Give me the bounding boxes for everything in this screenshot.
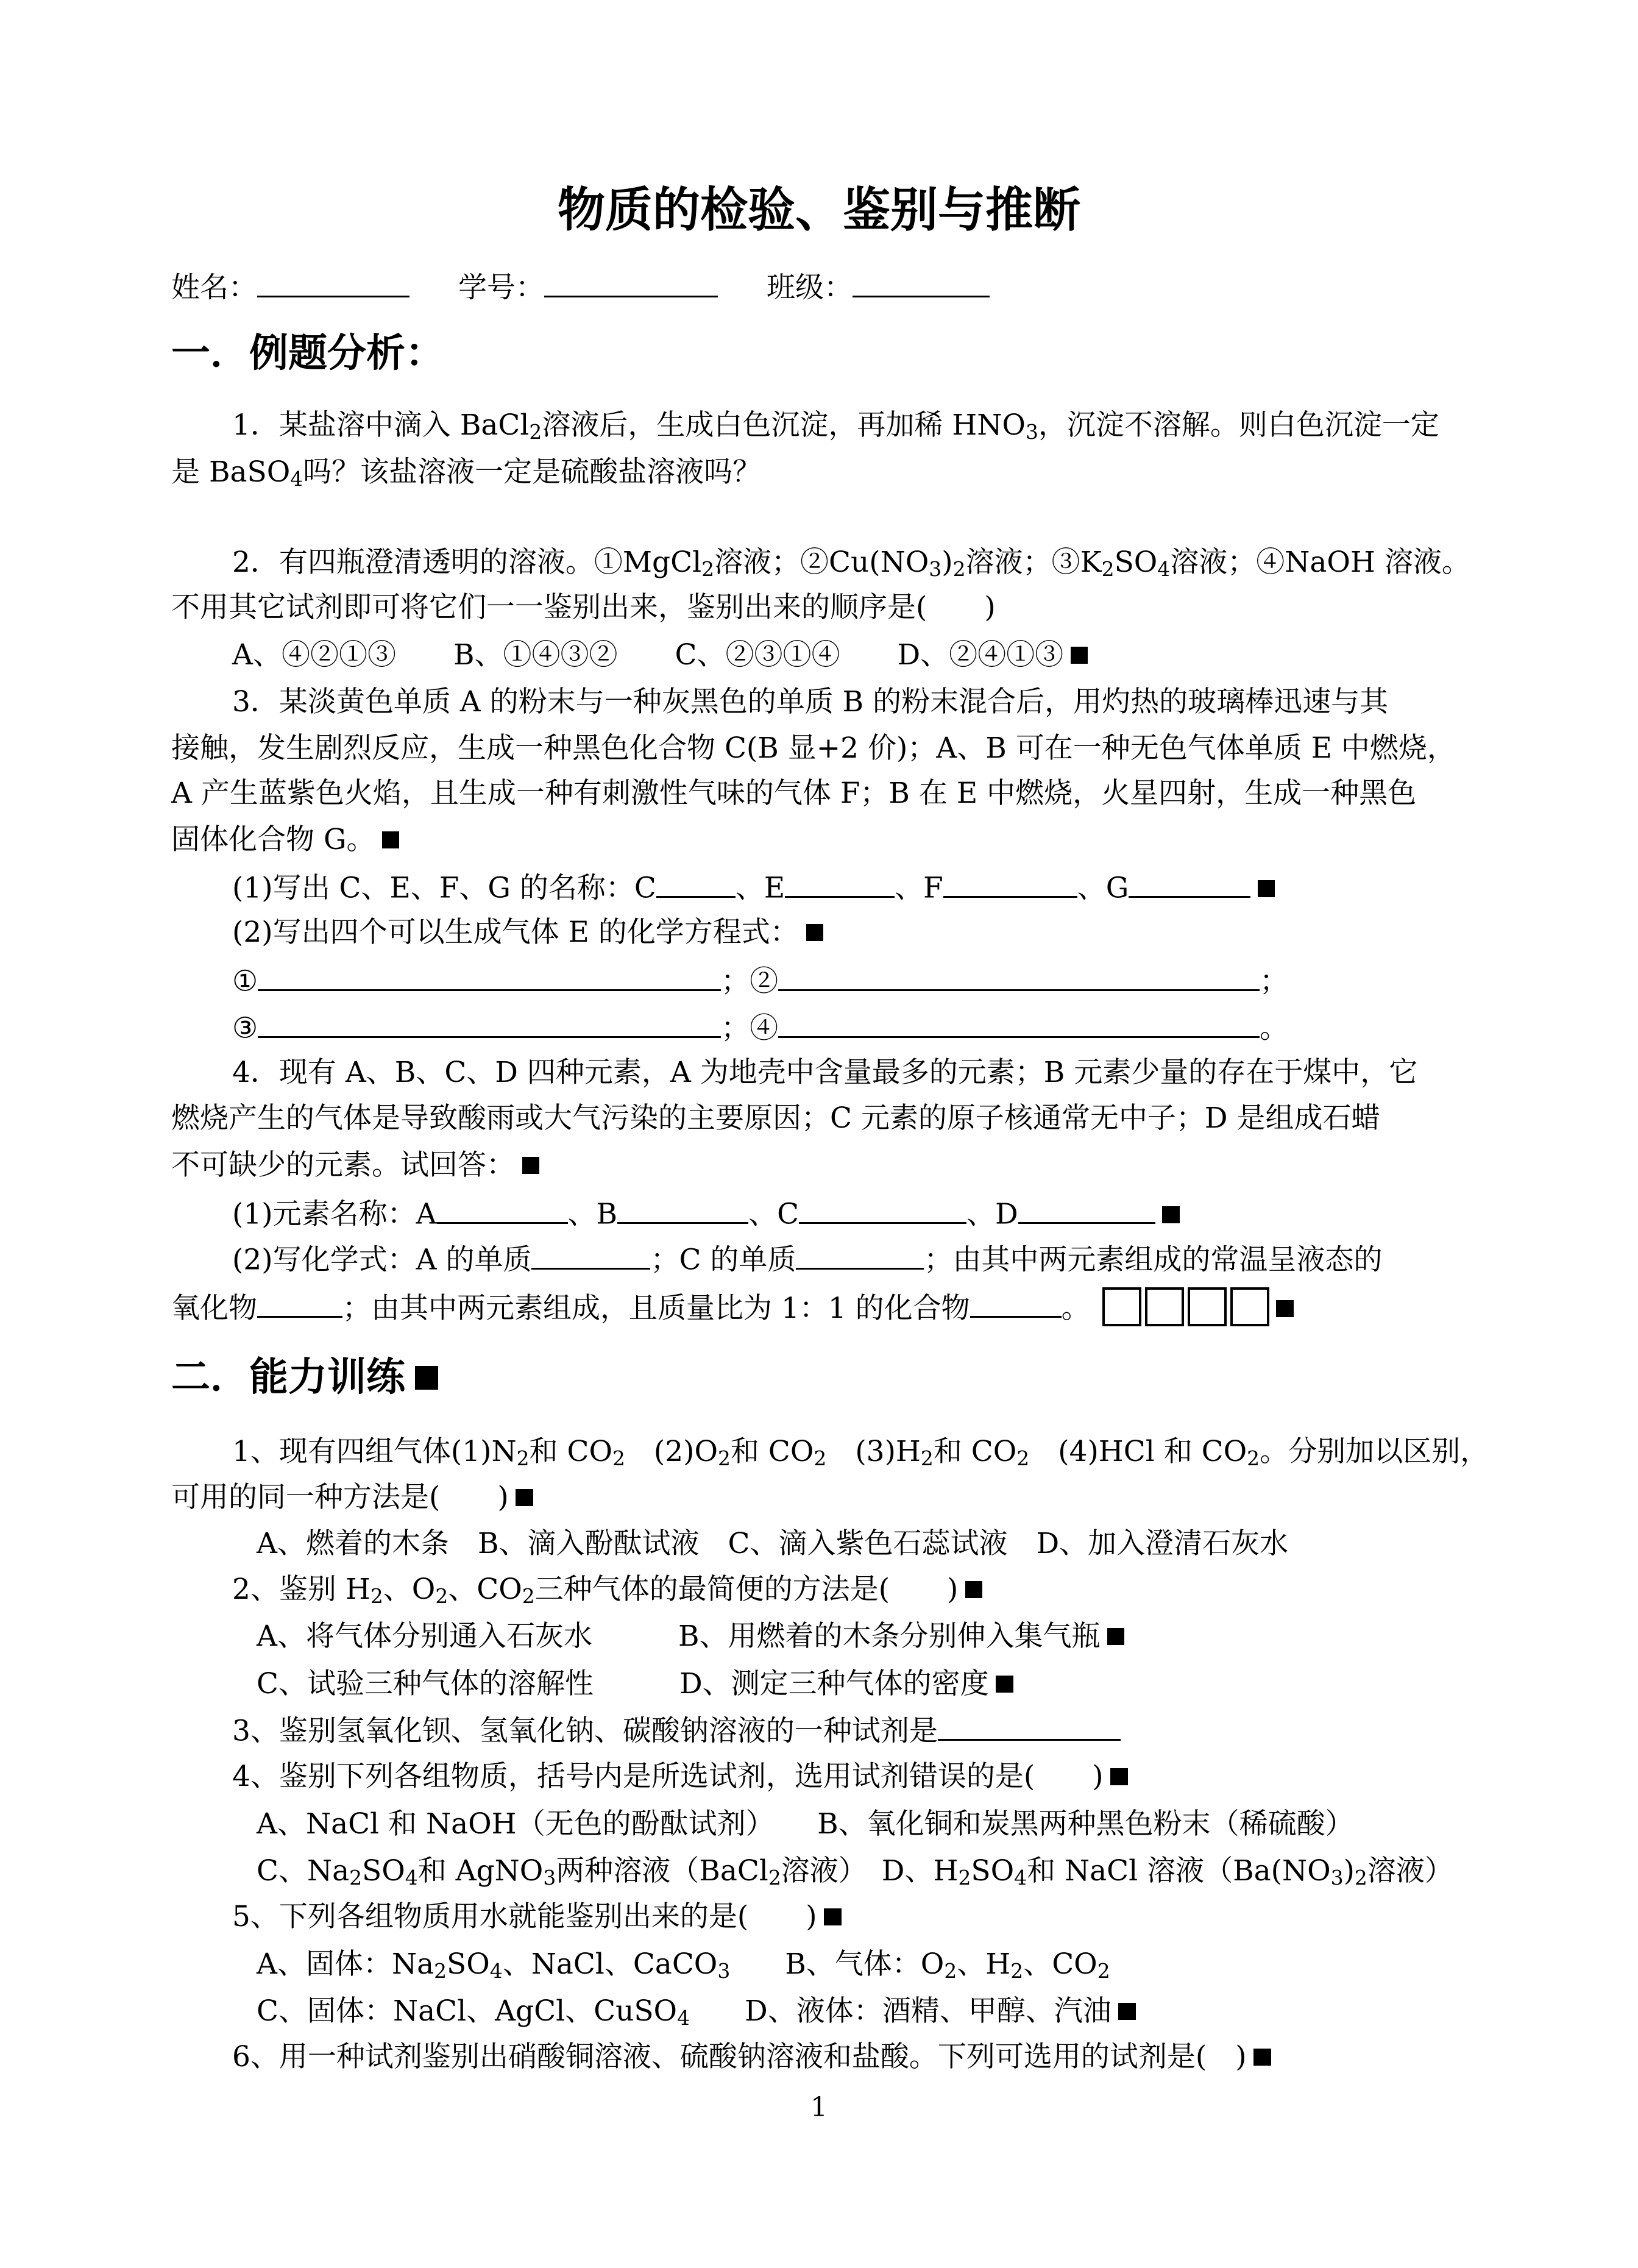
square-marker-icon	[1258, 880, 1275, 897]
square-marker-icon	[1118, 2003, 1135, 2020]
square-marker-icon	[965, 1581, 982, 1598]
example-4-question-1: (1)元素名称：A 、B 、C 、D	[171, 1195, 1483, 1233]
answer-blank-e[interactable]	[785, 869, 895, 898]
example-4-line-1: 4．现有 A、B、C、D 四种元素，A 为地壳中含量最多的元素；B 元素少量的存在于煤中，它	[232, 1056, 1418, 1089]
practice-4-options-cd: C、$Na_2SO_4$和 AgNO$_3$两种溶液（BaCl$_2$溶液） D、$H_2SO_4$和 NaCl 溶液（$Ba(NO_3)_2$溶液）	[257, 1854, 1453, 1890]
example-3-question-1: (1)写出 C、E、F、G 的名称：C 、E 、F 、G	[171, 869, 1483, 907]
square-marker-icon	[1107, 1628, 1124, 1645]
student-id-label: 学号：	[458, 271, 544, 305]
practice-1-line-1: 1、现有四组气体$(1)N_2$和 $CO_2$ $(2)O_2$和 $CO_2$ $(3)H_2$和 $CO_2$ (4)HCl 和 $CO_2$。分别加以区别，	[232, 1435, 1489, 1471]
answer-blank-f[interactable]	[943, 869, 1077, 898]
answer-blank-c[interactable]	[656, 869, 736, 898]
square-marker-icon	[824, 1908, 841, 1925]
example-3-question-2: (2)写出四个可以生成气体 E 的化学方程式：	[171, 914, 1483, 951]
example-1-line-2: 是 BaSO$_4$吗？该盐溶液一定是硫酸盐溶液吗？	[171, 455, 762, 491]
class-label: 班级：	[767, 271, 853, 305]
element-blank-d[interactable]	[1018, 1195, 1155, 1224]
square-marker-icon	[1071, 647, 1088, 664]
example-3-line-4: 固体化合物 G。	[171, 822, 1483, 858]
example-2-options: A、④②①③ B、①④③② C、②③①④ D、②④①③	[171, 637, 1483, 674]
practice-2-options-ab: A、将气体分别通入石灰水 B、用燃着的木条分别伸入集气瓶	[171, 1618, 1483, 1655]
square-marker-icon	[522, 1157, 539, 1174]
square-marker-icon	[382, 831, 399, 848]
element-blank-b[interactable]	[617, 1195, 748, 1224]
square-marker-icon	[1110, 1768, 1127, 1785]
square-marker-icon	[1253, 2049, 1271, 2066]
page-title: 物质的检验、鉴别与推断	[557, 183, 1080, 238]
square-marker-icon	[1162, 1206, 1179, 1223]
example-3-line-3: A 产生蓝紫色火焰，且生成一种有刺激性气味的气体 F；B 在 E 中燃烧，火星四射，生成一种黑色	[171, 777, 1417, 810]
formula-blank-a[interactable]	[531, 1240, 650, 1270]
class-blank[interactable]	[853, 268, 990, 297]
practice-5-line-1: 5、下列各组物质用水就能鉴别出来的是( )	[171, 1899, 1483, 1935]
student-info-row	[171, 268, 1483, 307]
page-number: 1	[810, 2092, 828, 2123]
equation-blank-4[interactable]	[778, 1009, 1260, 1038]
element-blank-c[interactable]	[799, 1195, 966, 1224]
reagent-blank[interactable]	[938, 1712, 1121, 1741]
square-marker-icon	[415, 1366, 438, 1389]
answer-box-1[interactable]	[1102, 1287, 1141, 1326]
compound-blank[interactable]	[970, 1289, 1062, 1318]
name-label: 姓名：	[171, 271, 257, 305]
square-marker-icon	[996, 1676, 1013, 1693]
equation-blank-2[interactable]	[778, 962, 1260, 991]
formula-blank-c[interactable]	[796, 1240, 924, 1270]
example-4-question-2: (2)写化学式：A 的单质 ；C 的单质 ；由其中两元素组成的常温呈液态的	[171, 1240, 1483, 1279]
example-3-line-1: 3．某淡黄色单质 A 的粉末与一种灰黑色的单质 B 的粉末混合后，用灼热的玻璃棒迅速与其	[232, 685, 1389, 719]
practice-5-options-cd: C、固体：NaCl、AgCl、CuSO$_4$ D、液体：酒精、甲醇、汽油	[171, 1993, 1483, 2030]
practice-4-options-ab: A、NaCl 和 NaOH（无色的酚酞试剂） B、氧化铜和炭黑两种黑色粉末（稀硫酸）	[257, 1807, 1354, 1841]
student-id-blank[interactable]	[544, 268, 718, 297]
example-2-line-2: 不用其它试剂即可将它们一一鉴别出来，鉴别出来的顺序是( )	[171, 591, 996, 624]
square-marker-icon	[1276, 1300, 1293, 1317]
square-marker-icon	[516, 1489, 533, 1506]
equation-row-1: ① ；② ；	[171, 962, 1483, 1000]
example-1-line-1: 1．某盐溶中滴入 BaCl$_2$溶液后，生成白色沉淀，再加稀 $HNO_3$，沉淀不溶解。则白色沉淀一定	[232, 408, 1439, 444]
name-blank[interactable]	[257, 268, 410, 297]
practice-2-options-cd: C、试验三种气体的溶解性 D、测定三种气体的密度	[171, 1666, 1483, 1702]
example-4-line-3: 不可缺少的元素。试回答：	[171, 1147, 1483, 1184]
example-4-line-2: 燃烧产生的气体是导致酸雨或大气污染的主要原因；C 元素的原子核通常无中子；D 是组成石蜡	[171, 1101, 1380, 1135]
practice-6-line-1: 6、用一种试剂鉴别出硝酸铜溶液、硫酸钠溶液和盐酸。下列可选用的试剂是( )	[171, 2039, 1483, 2075]
example-3-line-2: 接触，发生剧烈反应，生成一种黑色化合物 C(B 显+2 价)；A、B 可在一种无色气体单质 E 中燃烧，	[171, 731, 1456, 765]
equation-blank-1[interactable]	[258, 962, 721, 991]
practice-4-line-1: 4、鉴别下列各组物质，括号内是所选试剂，选用试剂错误的是( )	[171, 1758, 1483, 1795]
section-heading-training: 二．能力训练	[171, 1353, 438, 1402]
equation-blank-3[interactable]	[258, 1009, 721, 1038]
answer-box-2[interactable]	[1145, 1287, 1184, 1326]
practice-1-options: A、燃着的木条 B、滴入酚酞试液 C、滴入紫色石蕊试液 D、加入澄清石灰水	[257, 1527, 1289, 1560]
square-marker-icon	[806, 924, 823, 941]
equation-row-2: ③ ；④ 。	[171, 1009, 1483, 1047]
oxide-blank[interactable]	[257, 1289, 342, 1318]
practice-5-options-ab: A、固体：$Na_2SO_4$、NaCl、CaCO$_3$ B、气体：$O_2$、$H_2$、$CO_2$	[257, 1947, 1110, 1983]
practice-2-line-1: 2、鉴别 $H_2$、$O_2$、$CO_2$三种气体的最简便的方法是( )	[171, 1571, 1483, 1608]
element-blank-a[interactable]	[437, 1195, 568, 1224]
example-2-line-1: 2．有四瓶澄清透明的溶液。①MgCl$_2$溶液；$②Cu(NO_3)_2$溶液；$③K_2SO_4$溶液；④NaOH 溶液。	[232, 546, 1470, 581]
answer-box-4[interactable]	[1230, 1287, 1269, 1326]
practice-3-line-1: 3、鉴别氢氧化钡、氢氧化钠、碳酸钠溶液的一种试剂是	[171, 1712, 1483, 1750]
example-4-question-3: 氧化物 ；由其中两元素组成，且质量比为 1：1 的化合物 。	[171, 1287, 1483, 1327]
section-heading-examples: 一．例题分析：	[171, 331, 444, 376]
answer-box-3[interactable]	[1188, 1287, 1227, 1326]
answer-blank-g[interactable]	[1129, 869, 1250, 898]
practice-1-line-2: 可用的同一种方法是( )	[171, 1479, 1483, 1516]
